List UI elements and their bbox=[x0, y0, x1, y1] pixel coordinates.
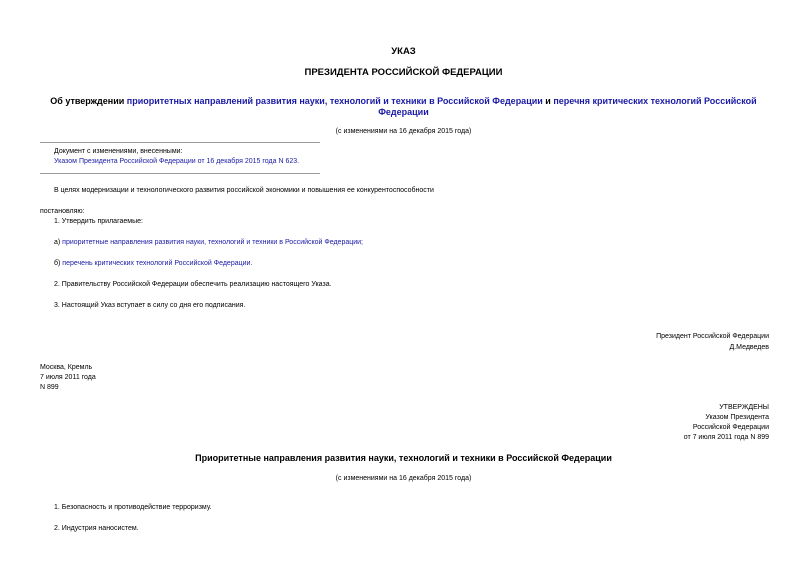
item-b-prefix: б) bbox=[54, 260, 63, 267]
title-link-critical-tech-cont[interactable]: Федерации bbox=[378, 107, 429, 117]
approval-line-1: УТВЕРЖДЕНЫ bbox=[719, 404, 769, 411]
decree-number: N 899 bbox=[40, 384, 59, 391]
divider-bottom bbox=[40, 173, 320, 174]
president-heading: ПРЕЗИДЕНТА РОССИЙСКОЙ ФЕДЕРАЦИИ bbox=[304, 67, 503, 78]
amendments-label: Документ с изменениями, внесенными: bbox=[54, 148, 183, 155]
item-b bbox=[54, 259, 252, 268]
decree-heading: УКАЗ bbox=[391, 46, 416, 57]
item-2: 2. Правительству Российской Федерации обеспечить реализацию настоящего Указа. bbox=[54, 281, 332, 288]
resolve-text: постановляю: bbox=[40, 208, 85, 215]
annex-item-2: 2. Индустрия наносистем. bbox=[54, 525, 139, 532]
approval-line-3: Российской Федерации bbox=[692, 424, 769, 431]
approval-line-2: Указом Президента bbox=[705, 414, 769, 421]
preamble: В целях модернизации и технологического развития российской экономики и повышения ее конкурентоспособности bbox=[54, 187, 434, 194]
signature-name: Д.Медведев bbox=[729, 344, 769, 351]
divider-top bbox=[40, 142, 320, 143]
annex-title: Приоритетные направления развития науки, технологий и техники в Российской Федерации bbox=[195, 453, 612, 463]
place: Москва, Кремль bbox=[40, 364, 93, 371]
approval-line-4: от 7 июля 2011 года N 899 bbox=[683, 434, 769, 441]
title-link-critical-tech[interactable]: перечня критических технологий Российской bbox=[553, 96, 757, 106]
title-mid: и bbox=[542, 96, 554, 106]
item-3: 3. Настоящий Указ вступает в силу со дня его подписания. bbox=[54, 302, 246, 309]
annex-item-1: 1. Безопасность и противодействие терроризму. bbox=[54, 504, 212, 511]
item-a bbox=[54, 238, 363, 247]
amendment-note: (с изменениями на 16 декабря 2015 года) bbox=[335, 128, 472, 135]
item-1: 1. Утвердить прилагаемые: bbox=[54, 218, 143, 225]
amendments-link[interactable]: Указом Президента Российской Федерации от 16 декабря 2015 года N 623. bbox=[54, 158, 300, 165]
annex-amendment-note: (с изменениями на 16 декабря 2015 года) bbox=[335, 475, 472, 482]
title-prefix: Об утверждении bbox=[50, 96, 127, 106]
date: 7 июля 2011 года bbox=[40, 374, 96, 381]
item-a-link[interactable]: приоритетные направления развития науки, технологий и техники в Российской Федерации; bbox=[62, 239, 364, 246]
document-title bbox=[40, 96, 767, 118]
title-link-priority-directions[interactable]: приоритетных направлений развития науки, технологий и техники в Российской Федерации bbox=[126, 96, 543, 106]
item-a-prefix: а) bbox=[54, 239, 63, 246]
signature-position: Президент Российской Федерации bbox=[656, 333, 769, 340]
item-b-link[interactable]: перечень критических технологий Российской Федерации. bbox=[62, 260, 253, 267]
